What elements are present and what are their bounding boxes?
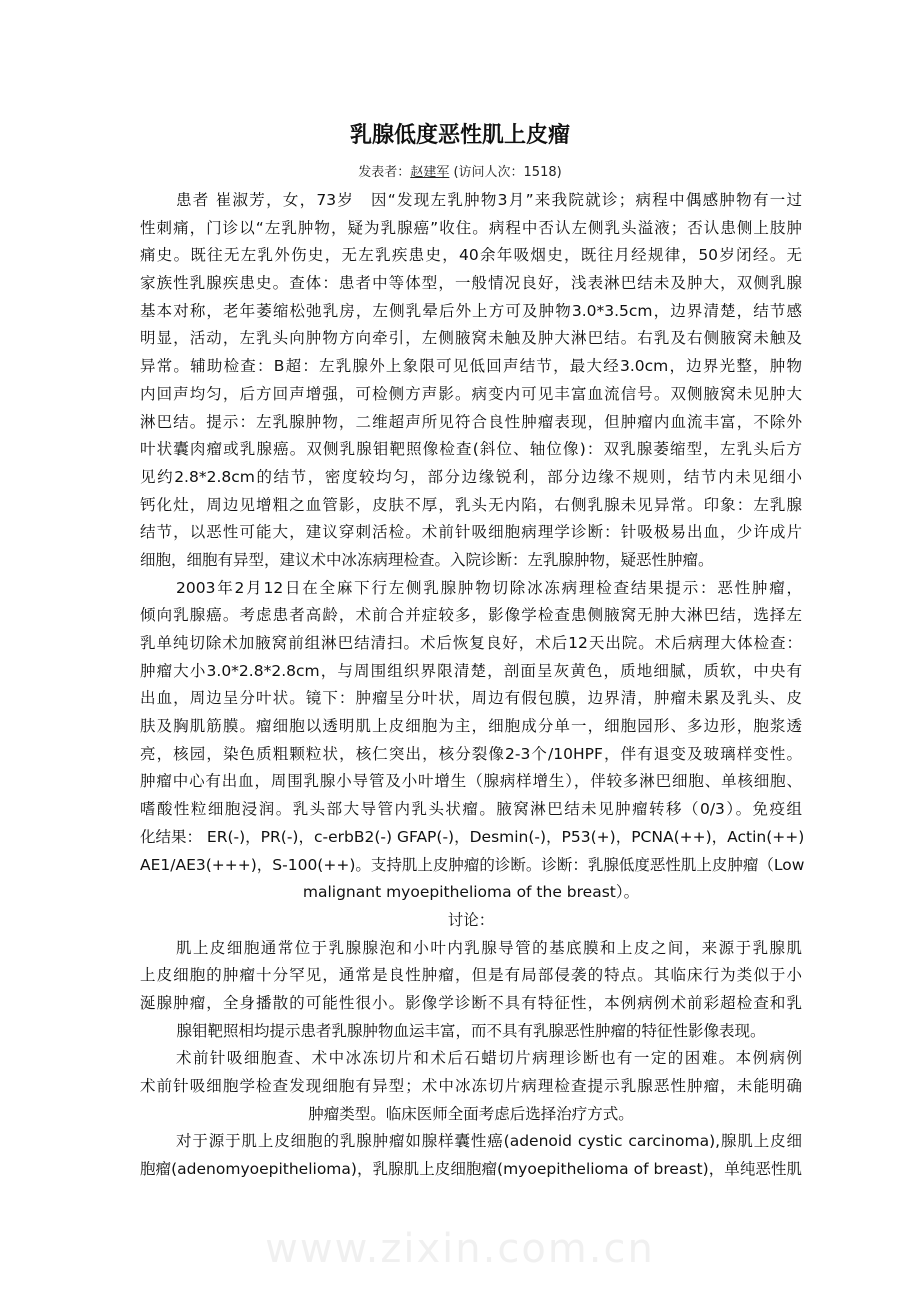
text-line: 钙化灶，周边见增粗之血管影，皮肤不厚，乳头无内陷，右侧乳腺未见异常。印象：左乳腺: [140, 495, 802, 514]
text-line: 肿瘤大小3.0*2.8*2.8cm，与周围组织界限清楚，剖面呈灰黄色，质地细腻，质软，中央有: [140, 661, 802, 680]
text-line: 出血，周边呈分叶状。镜下：肿瘤呈分叶状，周边有假包膜，边界清，肿瘤未累及乳头、皮: [140, 689, 802, 708]
text-line: malignant myoepithelioma of the breast）。: [302, 883, 640, 902]
text-line: 异常。辅助检查：B超：左乳腺外上象限可见低回声结节，最大经3.0cm，边界光整，肿物: [140, 357, 802, 376]
text-line: 家族性乳腺疾患史。查体：患者中等体型，一般情况良好，浅表淋巴结未及肿大，双侧乳腺: [140, 274, 802, 293]
text-line: 术前针吸细胞学检查发现细胞有异型；术中冰冻切片病理检查提示乳腺恶性肿瘤，未能明确: [140, 1077, 802, 1095]
text-line: 肤及胸肌筋膜。瘤细胞以透明肌上皮细胞为主，细胞成分单一，细胞园形、多边形，胞浆透: [140, 717, 802, 736]
text-line: 细胞，细胞有异型，建议术中冰冻病理检查。入院诊断：左乳腺肿物，疑恶性肿瘤。: [140, 550, 714, 569]
text-line: 叶状囊肉瘤或乳腺癌。双侧乳腺钼靶照像检查(斜位、轴位像)：双乳腺萎缩型，左乳头后方: [140, 440, 802, 459]
author-link[interactable]: 赵建军: [410, 165, 450, 180]
text-line: 乳单纯切除术加腋窝前组淋巴结清扫。术后恢复良好，术后12天出院。术后病理大体检查：: [140, 634, 802, 652]
text-line: 性刺痛，门诊以“左乳肿物，疑为乳腺癌”收住。病程中否认左侧乳头溢液；否认患侧上肢肿: [140, 218, 802, 237]
visit-count: (访问人次：1518): [449, 165, 562, 180]
text-line: 亮，核园，染色质粗颗粒状，核仁突出，核分裂像2-3个/10HPF，伴有退变及玻璃样变性。: [140, 744, 802, 763]
text-line: 内回声均匀，后方回声增强，可检侧方声影。病变内可见丰富血流信号。双侧腋窝未见肿大: [140, 384, 802, 403]
article-body: [140, 187, 805, 1184]
text-line: 见约2.8*2.8cm的结节，密度较均匀，部分边缘锐利，部分边缘不规则，结节内未见细小: [140, 467, 802, 486]
text-line: 肿瘤类型。临床医师全面考虑后选择治疗方式。: [308, 1104, 634, 1123]
text-line: 化结果： ER(-)，PR(-)，c-erbB2(-) GFAP(-)，Desmin(-)，P53(+)，PCNA(++)，Actin(++): [140, 827, 805, 846]
text-line: 肿瘤中心有出血，周围乳腺小导管及小叶增生（腺病样增生），伴较多淋巴细胞、单核细胞、: [140, 772, 802, 791]
page-title: 乳腺低度恶性肌上皮瘤: [349, 123, 570, 148]
text-line: 肌上皮细胞通常位于乳腺腺泡和小叶内乳腺导管的基底膜和上皮之间，来源于乳腺肌: [176, 938, 802, 957]
text-line: 讨论：: [447, 910, 495, 929]
text-line: 腺钼靶照相均提示患者乳腺肿物血运丰富，而不具有乳腺恶性肿瘤的特征性影像表现。: [176, 1021, 766, 1040]
text-line: 痛史。既往无左乳外伤史，无左乳疾患史，40余年吸烟史，既往月经规律，50岁闭经。无: [140, 246, 802, 265]
byline-label: 发表者：: [358, 165, 411, 180]
text-line: 基本对称，老年萎缩松弛乳房，左侧乳晕后外上方可及肿物3.0*3.5cm，边界清楚，结节感: [140, 301, 802, 320]
text-line: 结节，以恶性可能大，建议穿刺活检。术前针吸细胞病理学诊断：针吸极易出血，少许成片: [140, 523, 802, 542]
text-line: 明显，活动，左乳头向肿物方向牵引，左侧腋窝未触及肿大淋巴结。右乳及右侧腋窝未触及: [140, 329, 802, 348]
text-line: AE1/AE3(+++)，S-100(++)。支持肌上皮肿瘤的诊断。诊断：乳腺低度恶性肌上皮肿瘤（Low: [140, 855, 805, 874]
text-line: 嗜酸性粒细胞浸润。乳头部大导管内乳头状瘤。腋窝淋巴结未见肿瘤转移（0/3）。免疫组: [140, 800, 802, 819]
text-line: 患者 崔淑芳，女，73岁 因“发现左乳肿物3月”来我院就诊；病程中偶感肿物有一过: [176, 191, 802, 209]
text-line: 术前针吸细胞查、术中冰冻切片和术后石蜡切片病理诊断也有一定的困难。本例病例: [176, 1049, 802, 1068]
byline: [0, 161, 920, 180]
text-line: 胞瘤(adenomyoepithelioma)，乳腺肌上皮细胞瘤(myoepithelioma of breast)，单纯恶性肌: [140, 1160, 802, 1179]
text-line: 上皮细胞的肿瘤十分罕见，通常是良性肿瘤，但是有局部侵袭的特点。其临床行为类似于小: [140, 966, 802, 985]
text-line: 2003年2月12日在全麻下行左侧乳腺肿物切除冰冻病理检查结果提示：恶性肿瘤，: [176, 578, 802, 597]
text-line: 淋巴结。提示：左乳腺肿物，二维超声所见符合良性肿瘤表现，但肿瘤内血流丰富，不除外: [140, 412, 802, 431]
text-line: 涎腺肿瘤，全身播散的可能性很小。影像学诊断不具有特征性，本例病例术前彩超检查和乳: [140, 993, 802, 1012]
text-line: 倾向乳腺癌。考虑患者高龄，术前合并症较多，影像学检查患侧腋窝无肿大淋巴结，选择左: [140, 606, 802, 625]
text-line: 对于源于肌上皮细胞的乳腺肿瘤如腺样囊性癌(adenoid cystic carcinoma),腺肌上皮细: [176, 1132, 802, 1151]
watermark: www.zixin.com.cn: [265, 1226, 655, 1272]
